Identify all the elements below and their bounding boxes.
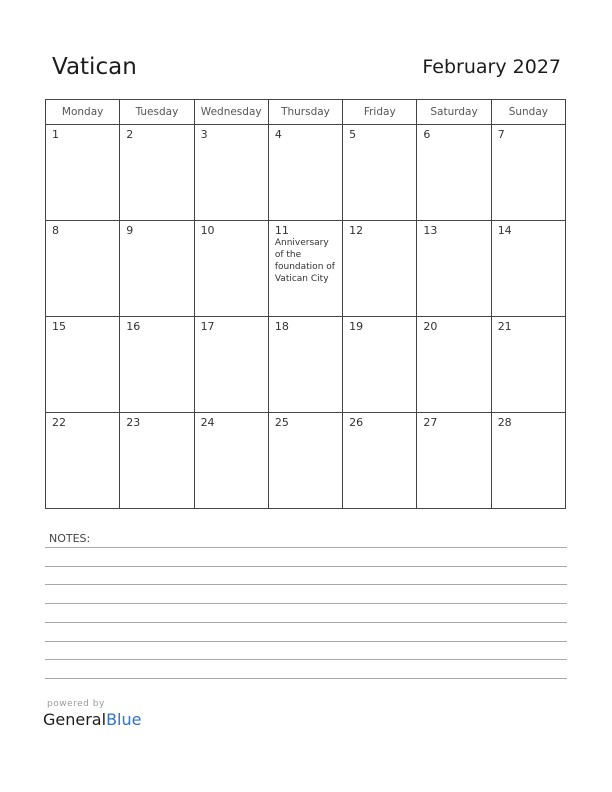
weekday-header: Friday	[343, 100, 417, 125]
day-number: 9	[126, 224, 134, 237]
notes-label: NOTES:	[49, 532, 91, 545]
day-number: 26	[349, 416, 364, 429]
weekday-header: Saturday	[417, 100, 491, 125]
day-cell	[491, 221, 565, 317]
day-number: 25	[274, 416, 289, 429]
day-number: 18	[274, 320, 289, 333]
day-number: 20	[423, 320, 438, 333]
month-title: February 2027	[422, 56, 561, 78]
day-cell	[194, 125, 268, 221]
day-cell	[120, 221, 194, 317]
weekday-header: Thursday	[268, 100, 342, 125]
holiday-label: Anniversary of the foundation of Vatican City	[274, 238, 335, 284]
day-cell	[268, 317, 342, 413]
day-number: 16	[126, 320, 141, 333]
day-cell	[343, 125, 417, 221]
powered-by-text: powered by	[47, 699, 105, 709]
day-cell	[46, 317, 120, 413]
day-cell	[194, 413, 268, 509]
day-number: 17	[200, 320, 215, 333]
day-number: 15	[52, 320, 66, 333]
weekday-header-row	[46, 100, 566, 125]
day-number: 2	[126, 128, 134, 141]
note-line	[45, 641, 567, 642]
day-number: 4	[274, 128, 282, 141]
day-cell	[417, 221, 491, 317]
country-title: Vatican	[52, 54, 137, 80]
note-line	[45, 566, 567, 567]
note-line	[45, 678, 567, 679]
brand-name-blue: Blue	[106, 710, 142, 729]
note-line	[45, 547, 567, 548]
note-line	[45, 659, 567, 660]
day-cell	[268, 221, 342, 317]
day-number: 19	[349, 320, 364, 333]
day-number: 8	[52, 224, 59, 237]
day-number: 5	[349, 128, 357, 141]
day-number: 13	[423, 224, 438, 237]
weekday-header: Wednesday	[194, 100, 268, 125]
day-number: 7	[497, 128, 505, 141]
day-cell	[491, 317, 565, 413]
day-number: 28	[497, 416, 512, 429]
week-row	[46, 125, 566, 221]
calendar-grid	[45, 99, 566, 509]
day-cell	[417, 125, 491, 221]
day-number: 12	[349, 224, 364, 237]
day-cell	[194, 317, 268, 413]
day-cell	[417, 413, 491, 509]
note-line	[45, 603, 567, 604]
day-number: 3	[200, 128, 208, 141]
day-number: 21	[497, 320, 512, 333]
day-cell	[417, 317, 491, 413]
day-number: 6	[423, 128, 431, 141]
day-number: 1	[52, 128, 59, 141]
week-row	[46, 221, 566, 317]
brand-name-general: General	[43, 710, 107, 729]
day-cell	[491, 413, 565, 509]
note-line	[45, 584, 567, 585]
day-number: 27	[423, 416, 438, 429]
day-cell	[46, 221, 120, 317]
day-number: 24	[200, 416, 215, 429]
day-cell	[343, 317, 417, 413]
weekday-header: Sunday	[491, 100, 565, 125]
day-number: 10	[200, 224, 215, 237]
day-cell	[120, 317, 194, 413]
week-row	[46, 317, 566, 413]
weekday-header: Tuesday	[120, 100, 194, 125]
day-cell	[120, 125, 194, 221]
day-cell	[491, 125, 565, 221]
day-cell	[46, 125, 120, 221]
day-cell	[343, 221, 417, 317]
day-cell	[268, 413, 342, 509]
day-cell	[268, 125, 342, 221]
day-cell	[120, 413, 194, 509]
note-line	[45, 622, 567, 623]
day-cell	[343, 413, 417, 509]
day-cell	[46, 413, 120, 509]
weekday-header: Monday	[46, 100, 120, 125]
day-number: 23	[126, 416, 141, 429]
day-number: 14	[497, 224, 512, 237]
day-number: 22	[52, 416, 66, 429]
brand-logo[interactable]	[43, 710, 141, 729]
week-row	[46, 413, 566, 509]
day-cell	[194, 221, 268, 317]
day-number: 11	[274, 224, 289, 237]
